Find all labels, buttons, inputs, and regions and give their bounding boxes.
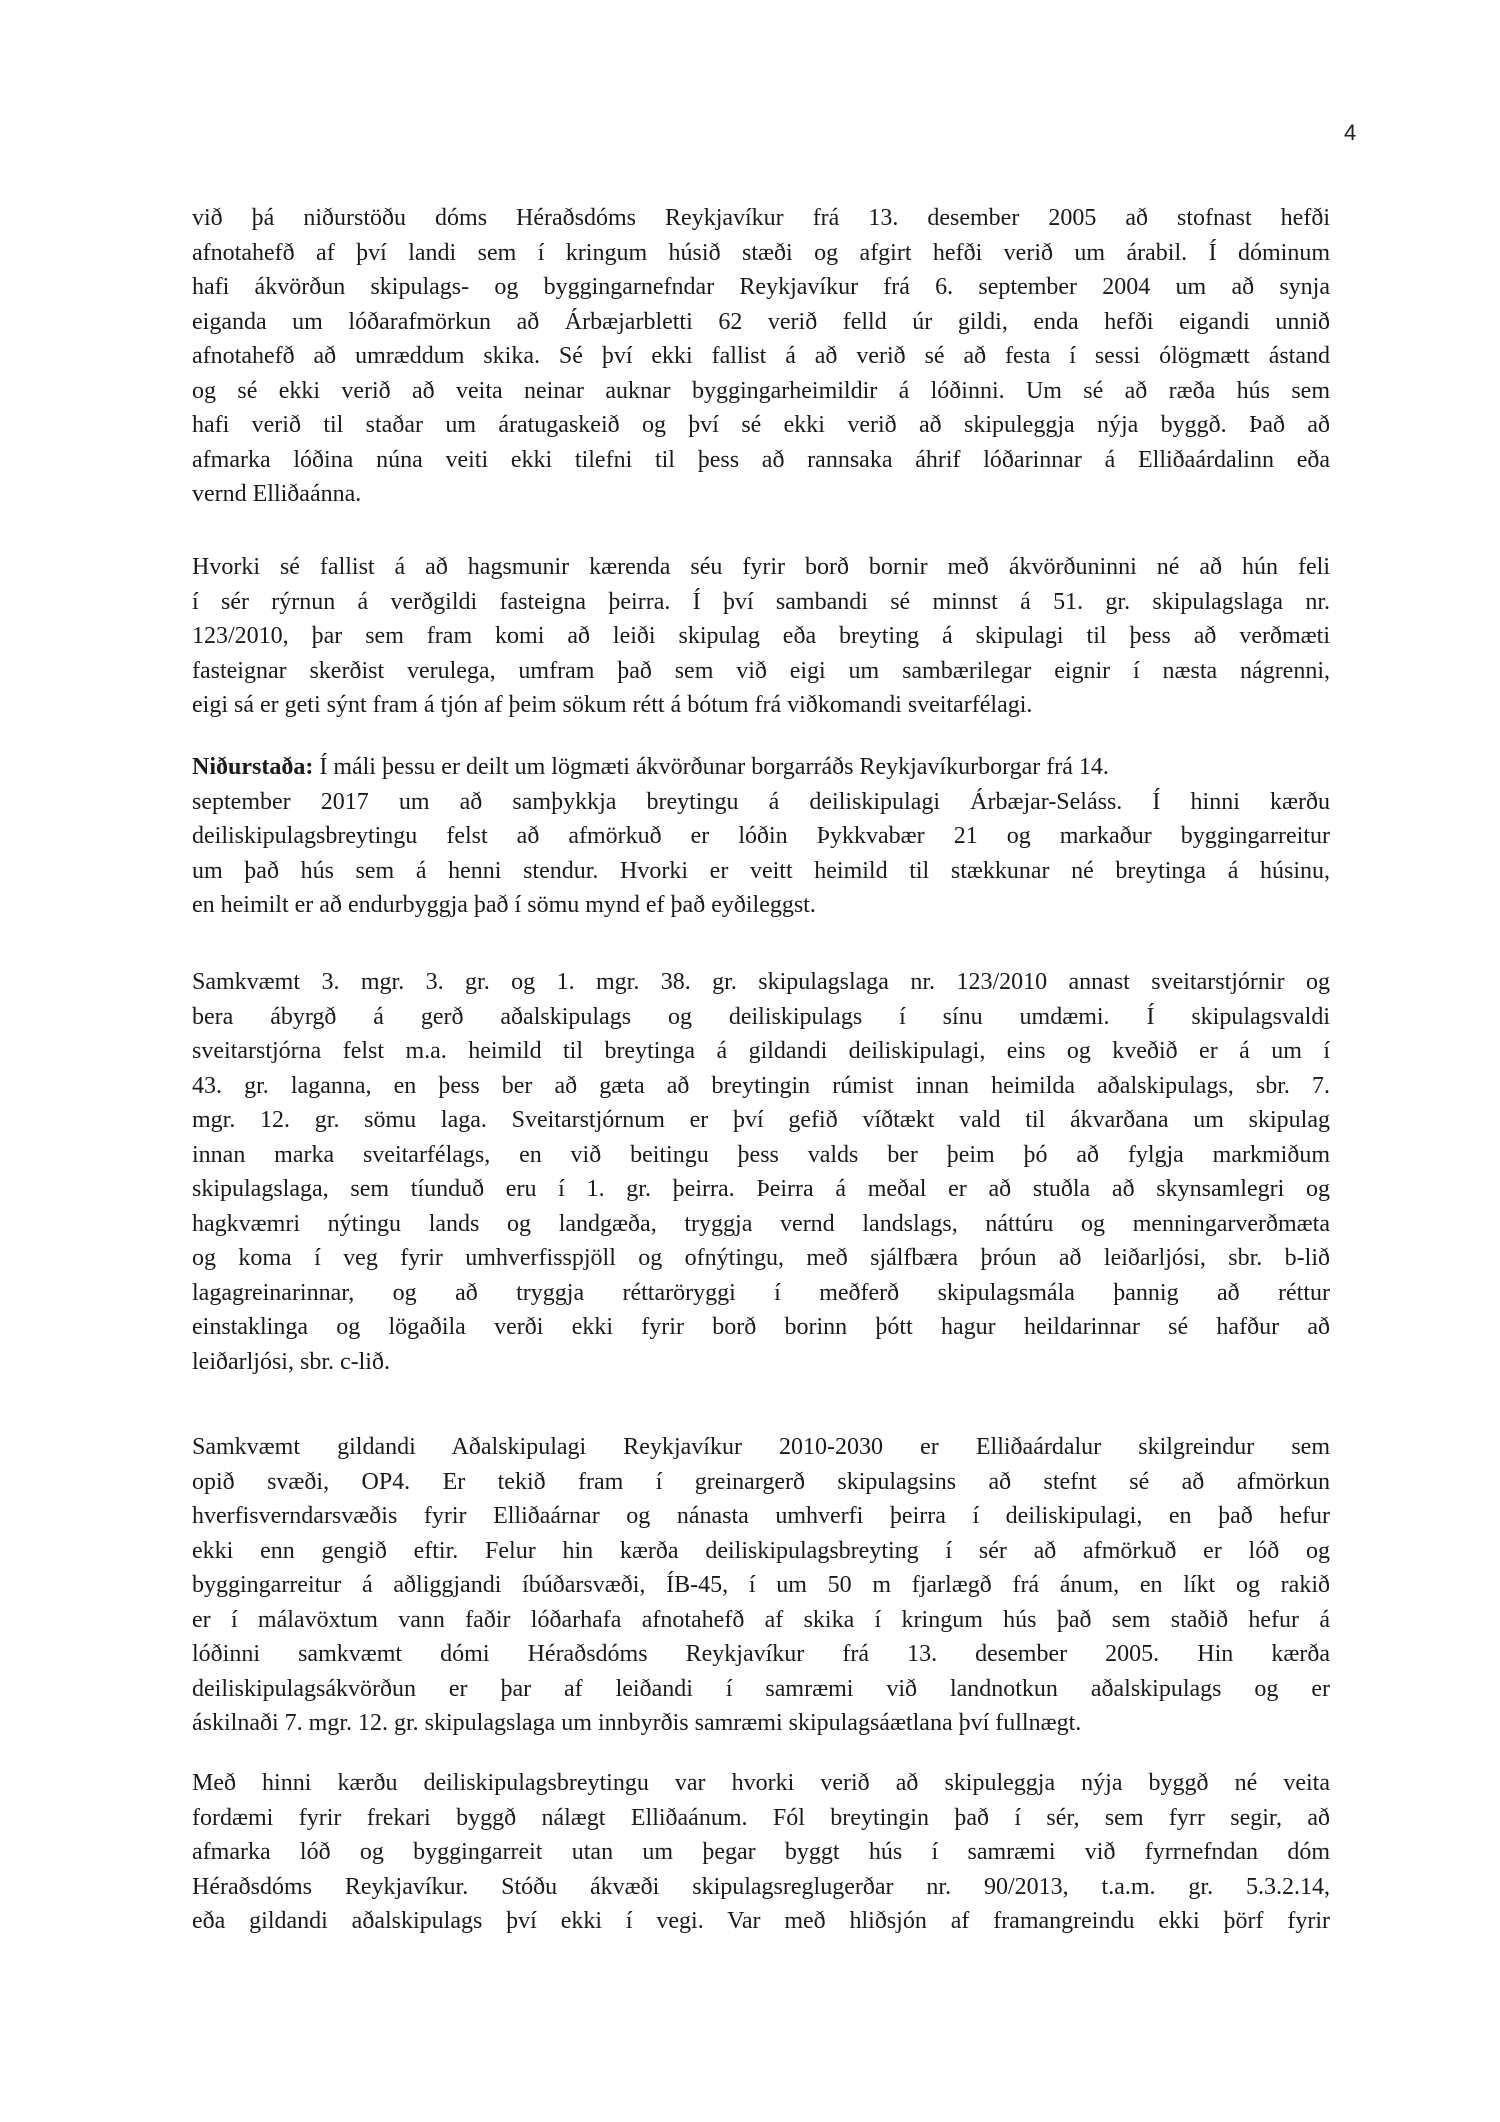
text-line: afmarka lóð og byggingarreit utan um þegar byggt hús í samræmi við fyrrnefndan dóm xyxy=(192,1839,1330,1865)
text-line-content: Í máli þessu er deilt um lögmæti ákvörðunar borgarráðs Reykjavíkurborgar frá 14. xyxy=(313,754,1109,780)
text-line: eiganda um lóðarafmörkun að Árbæjarbletti 62 verið felld úr gildi, enda hefði eigandi unnið xyxy=(192,308,1330,335)
text-line: leiðarljósi, sbr. c-lið. xyxy=(192,1348,390,1375)
text-line: einstaklinga og lögaðila verði ekki fyrir borð borinn þótt hagur heildarinnar sé hafður að xyxy=(192,1314,1330,1340)
paragraph-6 xyxy=(192,1766,1330,1939)
text-line: áskilnaði 7. mgr. 12. gr. skipulagslaga um innbyrðis samræmi skipulagsáætlana því fullnægt. xyxy=(192,1710,1082,1736)
text-line: sveitarstjórna felst m.a. heimild til breytinga á gildandi deiliskipulagi, eins og kveðið er á um í xyxy=(192,1038,1330,1064)
text-line: Samkvæmt gildandi Aðalskipulagi Reykjavíkur 2010-2030 er Elliðaárdalur skilgreindur sem xyxy=(192,1434,1330,1460)
text-line: er í málavöxtum vann faðir lóðarhafa afnotahefð af skika í kringum hús það sem staðið hefur á xyxy=(192,1606,1330,1633)
text-line: hafi verið til staðar um áratugaskeið og því sé ekki verið að skipuleggja nýja byggð. Það að xyxy=(192,412,1330,438)
paragraph-4 xyxy=(192,965,1330,1379)
text-line: 123/2010, þar sem fram komi að leiði skipulag eða breyting á skipulagi til þess að verðmæti xyxy=(192,623,1330,649)
text-line: hagkvæmri nýtingu lands og landgæða, tryggja vernd landslags, náttúru og menningarverðmæta xyxy=(192,1210,1330,1237)
text-line: og sé ekki verið að veita neinar auknar byggingarheimildir á lóðinni. Um sé að ræða hús sem xyxy=(192,377,1330,404)
page-number: 4 xyxy=(1344,120,1357,145)
text-line: lagagreinarinnar, og að tryggja réttaröryggi í meðferð skipulagsmála þannig að réttur xyxy=(192,1279,1330,1306)
text-line: eigi sá er geti sýnt fram á tjón af þeim sökum rétt á bótum frá viðkomandi sveitarfélagi. xyxy=(192,692,1033,718)
paragraph-2 xyxy=(192,550,1330,723)
text-line: ekki enn gengið eftir. Felur hin kærða deiliskipulagsbreyting í sér að afmörkuð er lóð og xyxy=(192,1537,1330,1564)
text-line: byggingarreitur á aðliggjandi íbúðarsvæði, ÍB-45, í um 50 m fjarlægð frá ánum, en líkt og rakið xyxy=(192,1572,1330,1598)
text-line: hverfisverndarsvæðis fyrir Elliðaárnar og nánasta umhverfi þeirra í deiliskipulagi, en það hefur xyxy=(192,1503,1330,1529)
text-line: og koma í veg fyrir umhverfisspjöll og ofnýtingu, með sjálfbæra þróun að leiðarljósi, sbr. b-lið xyxy=(192,1245,1330,1271)
paragraph-1 xyxy=(192,201,1330,512)
section-heading: Niðurstaða: xyxy=(192,754,314,780)
text-line: september 2017 um að samþykkja breytingu á deiliskipulagi Árbæjar-Seláss. Í hinni kærðu xyxy=(192,788,1330,815)
text-line: opið svæði, OP4. Er tekið fram í greinargerð skipulagsins að stefnt sé að afmörkun xyxy=(192,1468,1330,1495)
text-line: afnotahefð að umræddum skika. Sé því ekki fallist á að verið sé að festa í sessi ólögmætt ástand xyxy=(192,343,1330,369)
text-line: um það hús sem á henni stendur. Hvorki er veitt heimild til stækkunar né breytinga á húsinu, xyxy=(192,857,1330,884)
text-line: skipulagslaga, sem tíunduð eru í 1. gr. þeirra. Þeirra á meðal er að stuðla að skynsamlegri og xyxy=(192,1176,1330,1202)
text-line: afnotahefð af því landi sem í kringum húsið stæði og afgirt hefði verið um árabil. Í dóminum xyxy=(192,239,1330,266)
paragraph-conclusion xyxy=(192,750,1330,923)
text-line: Samkvæmt 3. mgr. 3. gr. og 1. mgr. 38. gr. skipulagslaga nr. 123/2010 annast sveitarstjórnir og xyxy=(192,969,1330,995)
text-line: deiliskipulagsbreytingu felst að afmörkuð er lóðin Þykkvabær 21 og markaður byggingarreitur xyxy=(192,823,1330,849)
text-line: Héraðsdóms Reykjavíkur. Stóðu ákvæði skipulagsreglugerðar nr. 90/2013, t.a.m. gr. 5.3.2.14, xyxy=(192,1873,1330,1900)
text-line: Með hinni kærðu deiliskipulagsbreytingu var hvorki verið að skipuleggja nýja byggð né veita xyxy=(192,1770,1330,1796)
text-line: innan marka sveitarfélags, en við beitingu þess valds ber þeim þó að fylgja markmiðum xyxy=(192,1141,1330,1168)
text-line: fordæmi fyrir frekari byggð nálægt Elliðaánum. Fól breytingin það í sér, sem fyrr segir, að xyxy=(192,1804,1330,1831)
text-line: afmarka lóðina núna veiti ekki tilefni til þess að rannsaka áhrif lóðarinnar á Elliðaárdalinn eða xyxy=(192,446,1330,473)
text-line: deiliskipulagsákvörðun er þar af leiðandi í samræmi við landnotkun aðalskipulags og er xyxy=(192,1675,1330,1702)
text-line: en heimilt er að endurbyggja það í sömu mynd ef það eyðileggst. xyxy=(192,892,816,918)
text-line: vernd Elliðaánna. xyxy=(192,481,362,507)
text-line: eða gildandi aðalskipulags því ekki í vegi. Var með hliðsjón af framangreindu ekki þörf fyrir xyxy=(192,1908,1330,1934)
text-line: við þá niðurstöðu dóms Héraðsdóms Reykjavíkur frá 13. desember 2005 að stofnast hefði xyxy=(192,205,1330,231)
text-line: 43. gr. laganna, en þess ber að gæta að breytingin rúmist innan heimilda aðalskipulags, sbr. 7. xyxy=(192,1072,1330,1099)
text-line: mgr. 12. gr. sömu laga. Sveitarstjórnum er því gefið víðtækt vald til ákvarðana um skipulag xyxy=(192,1107,1330,1133)
text-line: hafi ákvörðun skipulags- og byggingarnefndar Reykjavíkur frá 6. september 2004 um að synja xyxy=(192,274,1330,300)
text-line: Hvorki sé fallist á að hagsmunir kærenda séu fyrir borð bornir með ákvörðuninni né að hún feli xyxy=(192,554,1330,580)
text-line: í sér rýrnun á verðgildi fasteigna þeirra. Í því sambandi sé minnst á 51. gr. skipulagslaga nr. xyxy=(192,588,1330,615)
text-line: fasteignar skerðist verulega, umfram það sem við eigi um sambærilegar eignir í næsta nágrenni, xyxy=(192,657,1330,684)
text-line xyxy=(192,750,1330,785)
text-line: lóðinni samkvæmt dómi Héraðsdóms Reykjavíkur frá 13. desember 2005. Hin kærða xyxy=(192,1641,1330,1667)
paragraph-5 xyxy=(192,1430,1330,1741)
text-line: bera ábyrgð á gerð aðalskipulags og deiliskipulags í sínu umdæmi. Í skipulagsvaldi xyxy=(192,1003,1330,1030)
